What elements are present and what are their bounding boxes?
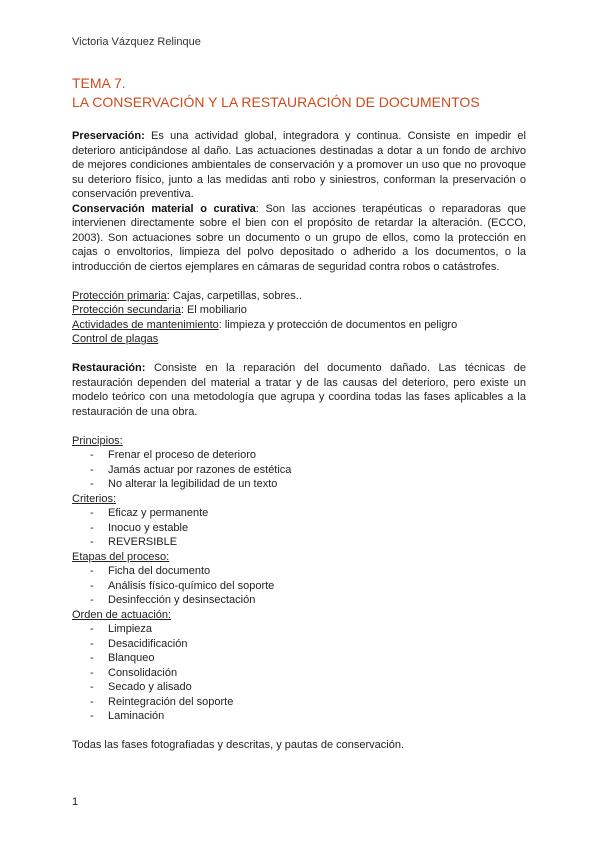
list-item: - Eficaz y permanente: [72, 506, 526, 521]
preservacion-term: Preservación:: [72, 130, 145, 142]
principios-list: [72, 448, 526, 492]
preservacion-paragraph: [72, 129, 526, 202]
list-item: - Desinfección y desinsectación: [72, 593, 526, 608]
conservacion-term: Conservación material o curativa: [72, 202, 256, 215]
conservacion-paragraph: [72, 202, 526, 275]
etapas-heading: Etapas del proceso:: [72, 550, 170, 563]
proteccion-label: Actividades de mantenimiento: [72, 318, 219, 331]
criterios-list: [72, 506, 526, 550]
proteccion-item: [72, 303, 526, 318]
page-number: 1: [72, 796, 79, 808]
page-title: [72, 74, 480, 112]
list-item: - Análisis físico-químico del soporte: [72, 579, 526, 594]
list-item: - Limpieza: [72, 622, 526, 637]
proteccion-label: Protección primaria: [72, 289, 167, 302]
orden-list: [72, 622, 526, 724]
criterios-heading: Criterios:: [72, 492, 117, 505]
proteccion-value: : Cajas, carpetillas, sobres..: [166, 289, 302, 302]
proteccion-value: : El mobiliario: [180, 304, 247, 316]
principios-heading: Principios:: [72, 434, 123, 447]
list-item: - Laminación: [72, 709, 526, 724]
protecciones-list: [72, 289, 526, 347]
header-author: Victoria Vázquez Relinque: [72, 36, 201, 48]
preservacion-text: Es una actividad global, integradora y continua. Consiste en impedir el deterioro anticipándose al daño. Las actuaciones destinadas a dotar a un fondo de archivo de mejores condiciones ambientales de conservación y a promover un uso que no provoque su deterioro físico, junto a las medidas anti robo y siniestros, conforman la preservación o conservación preventiva.: [72, 130, 526, 200]
proteccion-item: [72, 318, 526, 333]
document-body: [72, 129, 526, 753]
list-item: - No alterar la legibilidad de un texto: [72, 477, 526, 492]
list-item: - Jamás actuar por razones de estética: [72, 463, 526, 478]
list-item: - Consolidación: [72, 666, 526, 681]
list-item: - Blanqueo: [72, 651, 526, 666]
list-item: - Inocuo y estable: [72, 521, 526, 536]
orden-heading: Orden de actuación:: [72, 608, 172, 621]
proteccion-label: Protección secundaria: [72, 304, 181, 316]
proteccion-item: [72, 332, 526, 347]
conservacion-text: : Son las acciones terapéuticas o reparadoras que intervienen directamente sobre el bien con el propósito de retardar la alteración. (ECCO, 2003). Son actuaciones sobre un documento o un grupo de ellos, como la protección en cajas o envoltorios, limpieza del polvo depositado o adherido a los documentos, o la introducción de ciertos ejemplares en cámaras de seguridad contra robos o catástrofes.: [72, 202, 526, 273]
restauracion-term: Restauración:: [72, 362, 146, 374]
proteccion-value: : limpieza y protección de documentos en peligro: [218, 318, 458, 331]
list-item: - REVERSIBLE: [72, 535, 526, 550]
proteccion-label: Control de plagas: [72, 333, 159, 345]
restauracion-paragraph: [72, 361, 526, 419]
list-item: - Ficha del documento: [72, 564, 526, 579]
proteccion-item: [72, 289, 526, 304]
closing-note: Todas las fases fotografiadas y descritas, y pautas de conservación.: [72, 739, 405, 751]
list-item: - Frenar el proceso de deterioro: [72, 448, 526, 463]
etapas-list: [72, 564, 526, 608]
list-item: - Reintegración del soporte: [72, 695, 526, 710]
title-line-2: LA CONSERVACIÓN Y LA RESTAURACIÓN DE DOCUMENTOS: [72, 94, 480, 110]
list-item: - Secado y alisado: [72, 680, 526, 695]
list-item: - Desacidificación: [72, 637, 526, 652]
title-line-1: TEMA 7.: [72, 75, 126, 91]
restauracion-text: Consiste en la reparación del documento dañado. Las técnicas de restauración dependen del material a tratar y de las causas del deterioro, pero existe un modelo teórico con una metodología que agrupa y coordina todas las fases aplicables a la restauración de una obra.: [72, 362, 526, 418]
